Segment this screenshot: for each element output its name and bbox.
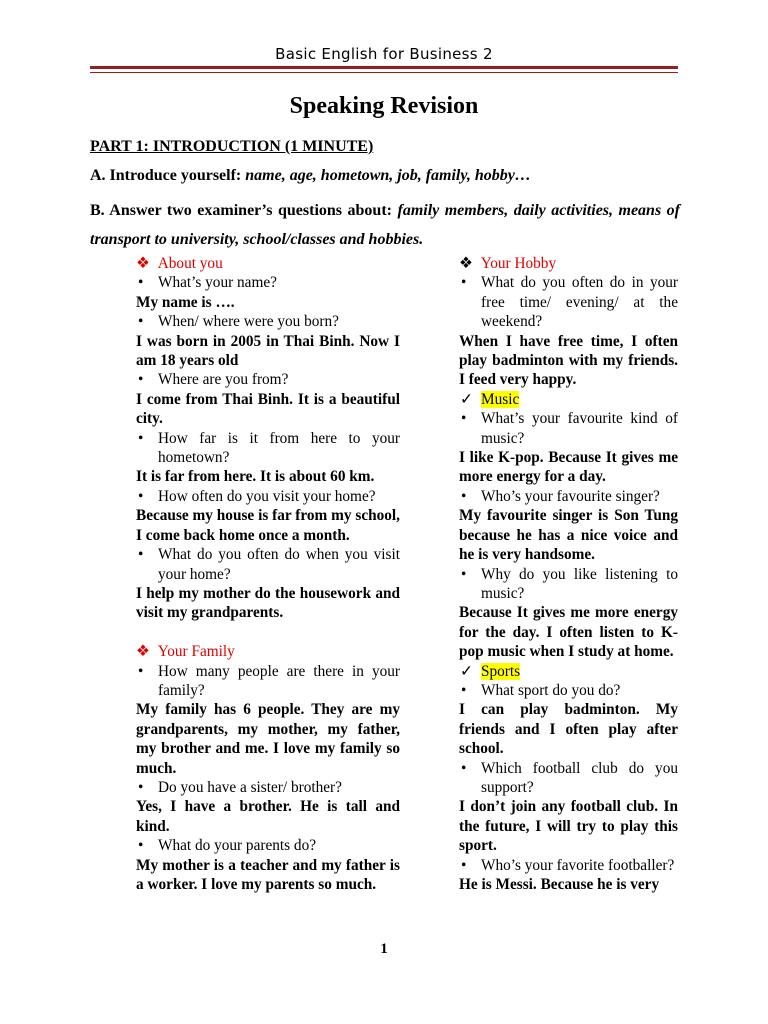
question-text: What do you often do in your free time/ evening/ at the weekend? [481, 274, 678, 331]
question-text: Which football club do you support? [481, 759, 678, 796]
bullet-icon: • [461, 681, 467, 699]
running-header: Basic English for Business 2 [275, 45, 493, 63]
question-text: What’s your name? [158, 274, 277, 292]
bullet-icon: • [138, 778, 144, 796]
bullet-icon: • [461, 565, 467, 583]
bullet-icon: • [461, 487, 467, 505]
question-text: When/ where were you born? [158, 313, 339, 331]
question-text: Why do you like listening to music? [481, 565, 678, 602]
answer-text: I like K-pop. Because It gives me more energy for a day. [459, 449, 678, 486]
question-text: What do you often do when you visit your home? [158, 546, 400, 583]
bullet-icon: • [138, 662, 144, 680]
question-item [136, 273, 400, 292]
subsection-music [459, 390, 678, 409]
question-item [136, 429, 400, 468]
header-rule-thick [90, 66, 678, 69]
question-text: What sport do you do? [481, 681, 621, 699]
spacer [136, 623, 400, 642]
subsection-label: Sports [481, 662, 521, 680]
question-item [459, 759, 678, 798]
question-item [459, 273, 678, 331]
answer-text: My family has 6 people. They are my grandparents, my mother, my father, my brother and me. I love my family so much. [136, 701, 400, 777]
question-text: Who’s your favourite singer? [481, 487, 660, 505]
bullet-icon: • [138, 487, 144, 505]
section-heading-label: Your Hobby [480, 255, 557, 272]
answer-text: I can play badminton. My friends and I often play after school. [459, 701, 678, 758]
question-item [136, 662, 400, 701]
section-heading-label: About you [157, 255, 223, 272]
question-item [459, 487, 678, 506]
question-text: How far is it from here to your hometown? [158, 429, 400, 467]
page-number: 1 [380, 941, 388, 957]
answer-text: Because It gives me more energy for the day. I often listen to K-pop music when I study at home. [459, 604, 678, 661]
question-text: What’s your favourite kind of music? [481, 410, 678, 447]
instruction-b [90, 196, 680, 254]
instruction-a [90, 167, 680, 185]
question-text: What do your parents do? [158, 837, 317, 855]
bullet-icon: • [138, 546, 144, 564]
question-item [136, 370, 400, 389]
question-text: How many people are there in your family? [158, 662, 400, 699]
question-item [136, 778, 400, 797]
answer-text: My favourite singer is Son Tung because he has a nice voice and he is very handsome. [459, 507, 678, 564]
diamond-icon: ❖ [459, 255, 473, 272]
answer-text: When I have free time, I often play badminton with my friends. I feed very happy. [459, 332, 678, 389]
header-rule-thin [90, 72, 678, 73]
question-text: Where are you from? [158, 371, 289, 389]
instruction-b-label: B. Answer two examiner’s questions about: [90, 202, 392, 219]
question-item [459, 681, 678, 700]
bullet-icon: • [138, 429, 144, 447]
answer-text: Yes, I have a brother. He is tall and kind. [136, 798, 400, 835]
question-text: How often do you visit your home? [158, 487, 376, 505]
left-column [136, 254, 400, 894]
bullet-icon: • [138, 837, 144, 855]
answer-text: I come from Thai Binh. It is a beautiful city. [136, 390, 400, 428]
question-text: Who’s your favorite footballer? [481, 856, 675, 874]
bullet-icon: • [461, 410, 467, 428]
subsection-sports [459, 662, 678, 681]
bullet-icon: • [138, 274, 144, 292]
answer-text: I was born in 2005 in Thai Binh. Now I am 18 years old [136, 332, 400, 370]
question-item [459, 409, 678, 448]
section-heading-your-hobby [459, 254, 678, 273]
section-heading-about-you [136, 254, 400, 273]
bullet-icon: • [461, 274, 467, 292]
section-heading-label: Your Family [157, 643, 235, 661]
diamond-icon: ❖ [136, 643, 150, 661]
instruction-a-text: name, age, hometown, job, family, hobby… [245, 167, 531, 184]
answer-text: I help my mother do the housework and visit my grandparents. [136, 584, 400, 622]
bullet-icon: • [138, 371, 144, 389]
bullet-icon: • [138, 313, 144, 331]
part1-heading: PART 1: INTRODUCTION (1 MINUTE) [90, 138, 374, 155]
question-item [136, 545, 400, 584]
question-text: Do you have a sister/ brother? [158, 778, 342, 796]
page-title: Speaking Revision [289, 93, 479, 119]
question-item [136, 312, 400, 331]
section-heading-your-family [136, 642, 400, 661]
bullet-icon: • [461, 856, 467, 874]
question-item [459, 565, 678, 604]
question-item [136, 487, 400, 506]
answer-text: I don’t join any football club. In the future, I will try to play this sport. [459, 798, 678, 855]
check-mark-icon: ✓ [460, 390, 473, 408]
answer-text: Because my house is far from my school, I come back home once a month. [136, 507, 400, 544]
check-mark-icon: ✓ [460, 662, 473, 680]
instruction-a-label: A. Introduce yourself: [90, 167, 242, 184]
question-item [459, 856, 678, 875]
diamond-icon: ❖ [136, 255, 150, 272]
answer-text: It is far from here. It is about 60 km. [136, 468, 375, 486]
answer-text: My mother is a teacher and my father is a worker. I love my parents so much. [136, 856, 400, 893]
subsection-label: Music [481, 390, 520, 408]
right-column [459, 254, 678, 894]
question-item [136, 836, 400, 855]
answer-text: My name is …. [136, 293, 235, 311]
instruction-b-text: family members, daily activities, means of transport to university, school/classes and hobbies. [90, 202, 681, 248]
bullet-icon: • [461, 759, 467, 777]
answer-text: He is Messi. Because he is very [459, 876, 660, 893]
